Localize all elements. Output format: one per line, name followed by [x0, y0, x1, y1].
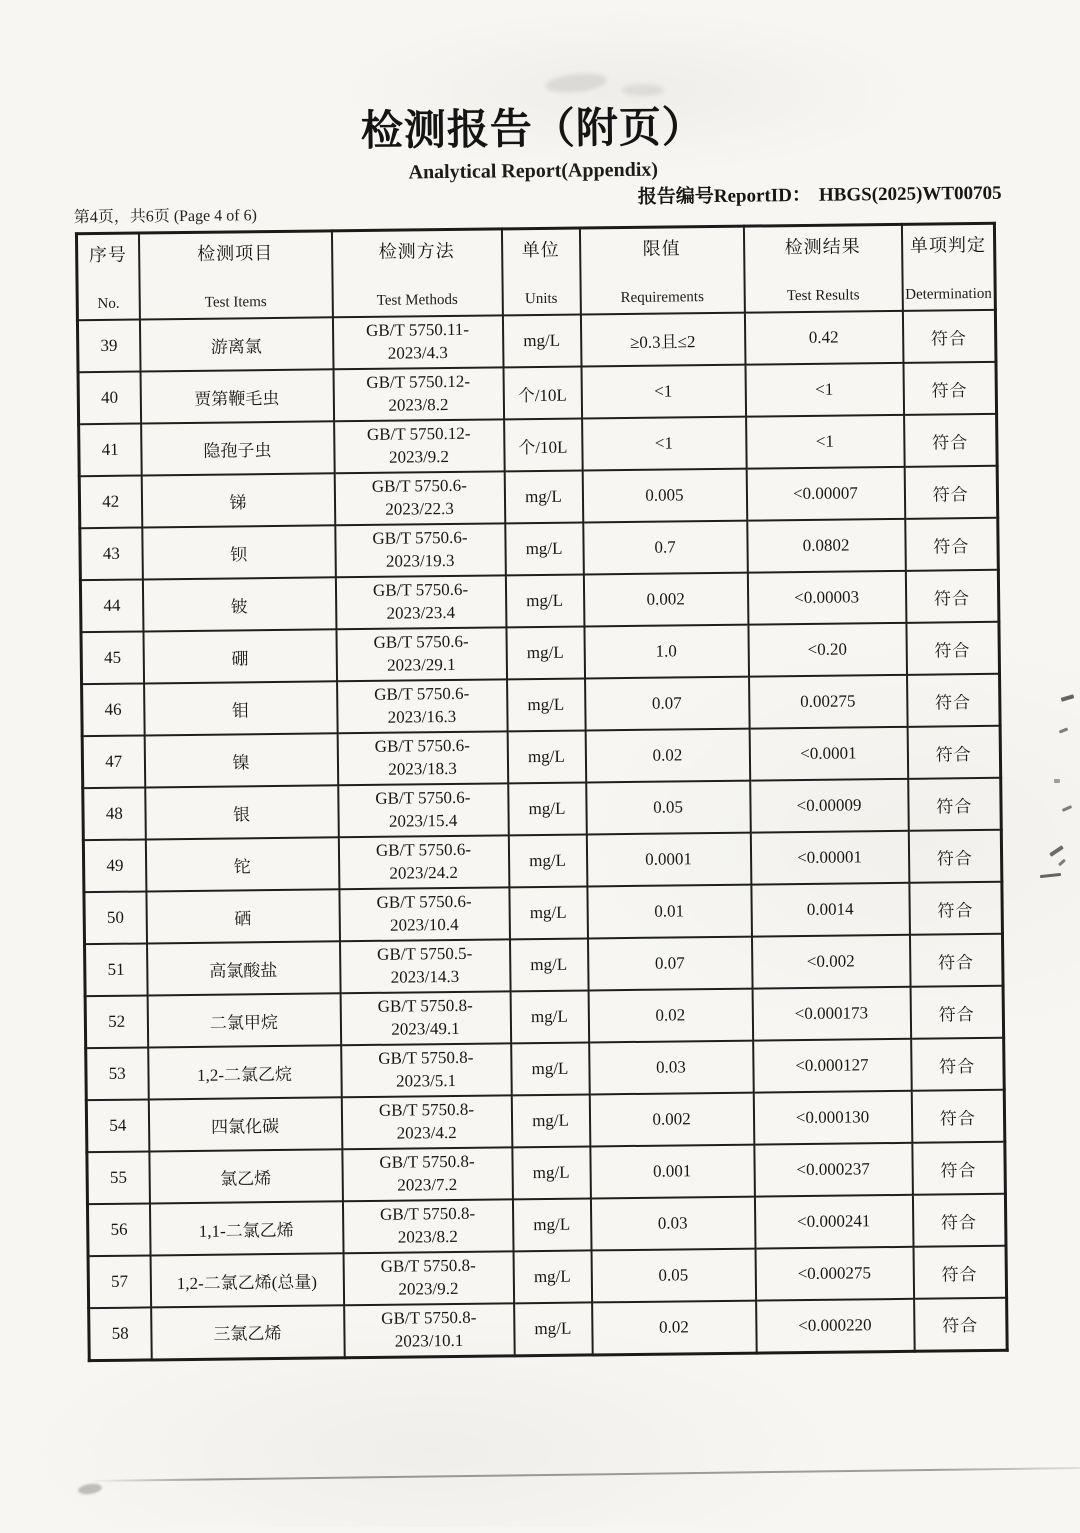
- cell-method: GB/T 5750.6- 2023/18.3: [337, 731, 508, 785]
- cell-unit: 个/10L: [504, 419, 583, 472]
- cell-unit: mg/L: [511, 1042, 590, 1095]
- cell-item: 1,2-二氯乙烷: [148, 1045, 342, 1099]
- cell-determination: 符合: [912, 1142, 1006, 1195]
- cell-method: GB/T 5750.8- 2023/9.2: [343, 1251, 514, 1305]
- cell-requirement: 0.002: [589, 1093, 754, 1147]
- page-title: 检测报告（附页）: [360, 103, 706, 154]
- cell-no: 47: [82, 735, 145, 788]
- column-header-result: [743, 224, 902, 312]
- cell-item: 银: [145, 785, 339, 839]
- cell-method: GB/T 5750.6- 2023/23.4: [335, 575, 506, 629]
- report-id: [638, 178, 1002, 209]
- cell-no: 53: [86, 1047, 149, 1100]
- cell-method: GB/T 5750.6- 2023/24.2: [338, 835, 509, 889]
- cell-method: GB/T 5750.6- 2023/16.3: [337, 679, 508, 733]
- cell-result: <0.00001: [750, 831, 909, 885]
- cell-method: GB/T 5750.8- 2023/49.1: [340, 991, 511, 1045]
- cell-item: 1,2-二氯乙烯(总量): [150, 1253, 344, 1307]
- cell-requirement: 1.0: [584, 625, 749, 679]
- cell-determination: 符合: [907, 674, 1001, 727]
- cell-no: 56: [87, 1203, 150, 1256]
- cell-no: 44: [80, 579, 143, 632]
- cell-unit: mg/L: [505, 574, 584, 627]
- cell-requirement: 0.02: [585, 729, 750, 783]
- cell-unit: mg/L: [506, 626, 585, 679]
- table-body: [77, 310, 1007, 1360]
- cell-item: 钼: [144, 681, 338, 735]
- header-result-en: Test Results: [786, 287, 860, 305]
- cell-requirement: 0.002: [583, 573, 748, 627]
- cell-determination: 符合: [909, 882, 1003, 935]
- cell-result: <0.000237: [754, 1143, 913, 1197]
- cell-determination: 符合: [903, 362, 997, 415]
- cell-method: GB/T 5750.6- 2023/10.4: [339, 887, 510, 941]
- cell-determination: 符合: [911, 1038, 1005, 1091]
- cell-result: 0.0014: [751, 883, 910, 937]
- cell-requirement: 0.02: [592, 1301, 757, 1355]
- cell-determination: 符合: [905, 570, 999, 623]
- cell-no: 52: [85, 995, 148, 1048]
- cell-determination: 符合: [905, 518, 999, 571]
- cell-requirement: 0.7: [583, 521, 748, 575]
- cell-requirement: 0.03: [590, 1197, 755, 1251]
- cell-unit: mg/L: [507, 678, 586, 731]
- cell-no: 50: [84, 891, 147, 944]
- cell-determination: 符合: [912, 1194, 1006, 1247]
- cell-item: 贾第鞭毛虫: [140, 369, 334, 423]
- cell-result: <0.00009: [750, 779, 909, 833]
- cell-unit: mg/L: [510, 990, 589, 1043]
- cell-method: GB/T 5750.11- 2023/4.3: [332, 315, 503, 369]
- report-id-value: HBGS(2025)WT00705: [818, 182, 1002, 206]
- cell-item: 游离氯: [139, 317, 333, 371]
- cell-unit: mg/L: [507, 730, 586, 783]
- header-item-en: Test Items: [204, 294, 267, 311]
- cell-unit: mg/L: [502, 315, 581, 368]
- table-header: [76, 223, 995, 320]
- cell-no: 41: [79, 424, 142, 477]
- cell-unit: mg/L: [512, 1146, 591, 1199]
- cell-item: 高氯酸盐: [147, 941, 341, 995]
- cell-result: <0.20: [748, 623, 907, 677]
- cell-no: 49: [83, 839, 146, 892]
- cell-item: 镍: [144, 733, 338, 787]
- cell-unit: mg/L: [508, 782, 587, 835]
- cell-item: 硒: [146, 889, 340, 943]
- cell-method: GB/T 5750.6- 2023/22.3: [334, 471, 505, 525]
- cell-no: 57: [88, 1255, 151, 1308]
- cell-result: <0.000127: [753, 1039, 912, 1093]
- cell-method: GB/T 5750.8- 2023/5.1: [341, 1043, 512, 1097]
- column-header-item: [138, 231, 332, 320]
- cell-item: 锑: [141, 473, 335, 527]
- cell-no: 39: [77, 320, 140, 373]
- cell-method: GB/T 5750.6- 2023/19.3: [335, 523, 506, 577]
- header-row: [76, 223, 995, 320]
- cell-method: GB/T 5750.8- 2023/4.2: [341, 1095, 512, 1149]
- header-item-zh: 检测项目: [197, 242, 274, 264]
- cell-item: 铊: [145, 837, 339, 891]
- header-requirement-zh: 限值: [642, 238, 681, 259]
- cell-result: 0.00275: [749, 675, 908, 729]
- report-id-label: 报告编号ReportID：: [637, 184, 812, 208]
- cell-item: 二氯甲烷: [147, 993, 341, 1047]
- cell-result: <0.00003: [747, 571, 906, 625]
- cell-determination: 符合: [910, 986, 1004, 1039]
- cell-no: 42: [79, 476, 142, 529]
- cell-result: <1: [745, 363, 904, 417]
- cell-method: GB/T 5750.8- 2023/7.2: [342, 1147, 513, 1201]
- cell-determination: 符合: [909, 934, 1003, 987]
- cell-no: 46: [82, 683, 145, 736]
- cell-no: 54: [86, 1099, 149, 1152]
- cell-result: <0.000275: [755, 1247, 914, 1301]
- cell-result: <0.000173: [752, 987, 911, 1041]
- cell-requirement: 0.02: [588, 989, 753, 1043]
- cell-unit: 个/10L: [503, 367, 582, 420]
- cell-method: GB/T 5750.6- 2023/15.4: [338, 783, 509, 837]
- cell-result: <0.00007: [746, 467, 905, 521]
- results-table: [75, 222, 1009, 1362]
- cell-no: 48: [83, 787, 146, 840]
- cell-no: 43: [80, 528, 143, 581]
- cell-item: 四氯化碳: [148, 1097, 342, 1151]
- cell-result: 0.0802: [747, 519, 906, 573]
- cell-method: GB/T 5750.12- 2023/9.2: [334, 419, 505, 473]
- cell-unit: mg/L: [514, 1302, 593, 1355]
- cell-no: 45: [81, 631, 144, 684]
- cell-determination: 符合: [904, 466, 998, 519]
- cell-requirement: 0.01: [587, 885, 752, 939]
- cell-result: <0.000241: [754, 1195, 913, 1249]
- cell-determination: 符合: [904, 414, 998, 467]
- cell-unit: mg/L: [508, 834, 587, 887]
- cell-no: 58: [89, 1307, 152, 1360]
- column-header-requirement: [579, 226, 744, 314]
- header-no-en: No.: [97, 295, 120, 312]
- header-method-zh: 检测方法: [378, 240, 455, 262]
- header-unit-zh: 单位: [521, 239, 560, 261]
- cell-result: <0.000130: [753, 1091, 912, 1145]
- cell-determination: 符合: [902, 310, 996, 363]
- header-unit-en: Units: [524, 290, 558, 308]
- cell-determination: 符合: [906, 622, 1000, 675]
- cell-requirement: 0.001: [590, 1145, 755, 1199]
- cell-no: 51: [85, 943, 148, 996]
- cell-requirement: 0.05: [586, 781, 751, 835]
- cell-requirement: <1: [582, 417, 747, 471]
- column-header-unit: [501, 228, 580, 315]
- header-requirement-en: Requirements: [620, 289, 704, 307]
- header-method-en: Test Methods: [376, 291, 458, 309]
- page-number-info: 第4页，共6页 (Page 4 of 6): [73, 207, 257, 227]
- cell-item: 隐孢子虫: [141, 421, 335, 475]
- page-subtitle: Analytical Report(Appendix): [408, 158, 659, 184]
- cell-item: 硼: [143, 629, 337, 683]
- cell-result: 0.42: [744, 311, 903, 365]
- cell-unit: mg/L: [509, 886, 588, 939]
- cell-result: <1: [746, 415, 905, 469]
- cell-determination: 符合: [914, 1298, 1008, 1351]
- cell-determination: 符合: [913, 1246, 1007, 1299]
- cell-requirement: 0.03: [589, 1041, 754, 1095]
- cell-result: <0.000220: [756, 1299, 915, 1353]
- cell-unit: mg/L: [504, 471, 583, 524]
- cell-determination: 符合: [908, 778, 1002, 831]
- cell-method: GB/T 5750.8- 2023/10.1: [344, 1303, 515, 1357]
- cell-item: 三氯乙烯: [151, 1305, 345, 1359]
- cell-result: <0.0001: [749, 727, 908, 781]
- cell-unit: mg/L: [505, 522, 584, 575]
- column-header-method: [331, 229, 502, 317]
- cell-requirement: 0.05: [591, 1249, 756, 1303]
- header-determination-en: Determination: [905, 285, 992, 303]
- header-no-zh: 序号: [88, 244, 128, 266]
- header-determination-zh: 单项判定: [909, 234, 987, 256]
- cell-unit: mg/L: [509, 938, 588, 991]
- column-header-determination: [901, 223, 995, 311]
- column-header-no: [76, 233, 139, 320]
- cell-item: 氯乙烯: [149, 1149, 343, 1203]
- cell-unit: mg/L: [512, 1198, 591, 1251]
- cell-method: GB/T 5750.8- 2023/8.2: [342, 1199, 513, 1253]
- table-row: [89, 1298, 1008, 1360]
- cell-method: GB/T 5750.12- 2023/8.2: [333, 367, 504, 421]
- cell-item: 钡: [142, 525, 336, 579]
- cell-no: 40: [78, 372, 141, 425]
- cell-requirement: ≥0.3且≤2: [580, 313, 745, 367]
- cell-determination: 符合: [907, 726, 1001, 779]
- cell-item: 1,1-二氯乙烯: [149, 1201, 343, 1255]
- cell-result: <0.002: [751, 935, 910, 989]
- cell-no: 55: [87, 1151, 150, 1204]
- cell-requirement: 0.07: [585, 677, 750, 731]
- cell-unit: mg/L: [513, 1250, 592, 1303]
- cell-determination: 符合: [911, 1090, 1005, 1143]
- cell-method: GB/T 5750.6- 2023/29.1: [336, 627, 507, 681]
- cell-method: GB/T 5750.5- 2023/14.3: [340, 939, 511, 993]
- cell-determination: 符合: [908, 830, 1002, 883]
- header-result-zh: 检测结果: [784, 236, 861, 258]
- cell-requirement: 0.0001: [586, 833, 751, 887]
- cell-item: 铍: [142, 577, 336, 631]
- cell-unit: mg/L: [511, 1094, 590, 1147]
- cell-requirement: 0.005: [582, 469, 747, 523]
- cell-requirement: <1: [581, 365, 746, 419]
- cell-requirement: 0.07: [587, 937, 752, 991]
